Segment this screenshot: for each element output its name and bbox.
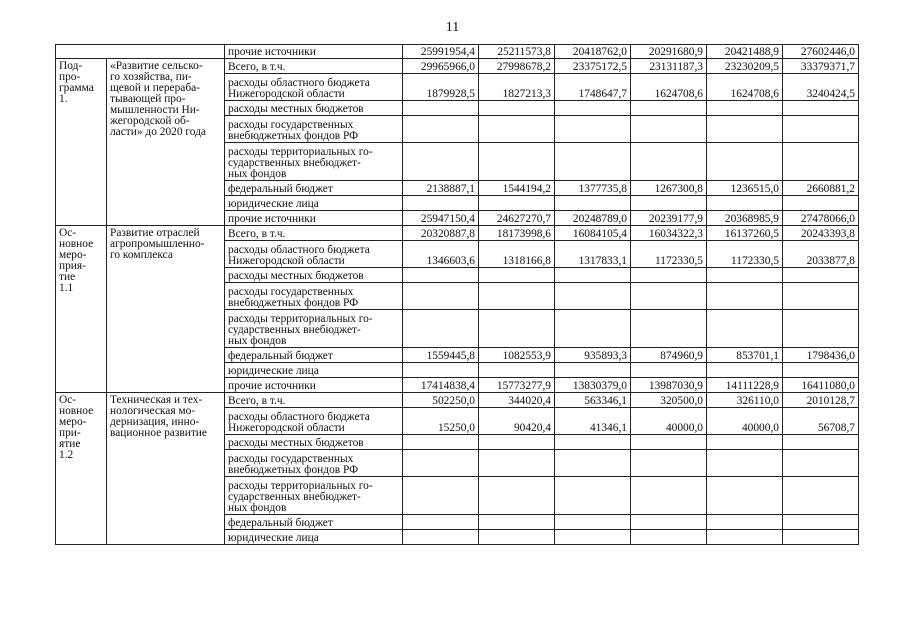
value-cell: 320500,0: [631, 393, 707, 408]
value-cell: 1827213,3: [479, 74, 555, 101]
value-cell: 25991954,4: [403, 45, 479, 59]
value-cell: [631, 196, 707, 211]
value-cell: 1624708,6: [707, 74, 783, 101]
value-cell: 1748647,7: [555, 74, 631, 101]
source-cell: Всего, в т.ч.: [225, 59, 403, 74]
value-cell: [631, 477, 707, 515]
source-cell: федеральный бюджет: [225, 181, 403, 196]
source-cell: юридические лица: [225, 530, 403, 545]
value-cell: [707, 143, 783, 181]
program-cell: Ос- новное меро- прия- тие 1.1: [56, 226, 107, 393]
value-cell: [403, 530, 479, 545]
value-cell: [479, 450, 555, 477]
value-cell: 1172330,5: [707, 241, 783, 268]
value-cell: 25947150,4: [403, 211, 479, 226]
budget-table: [55, 44, 859, 545]
value-cell: 20239177,9: [631, 211, 707, 226]
value-cell: [783, 363, 859, 378]
value-cell: 13987030,9: [631, 378, 707, 393]
value-cell: 344020,4: [479, 393, 555, 408]
value-cell: 2010128,7: [783, 393, 859, 408]
program-name-cell: «Развитие сельско- го хозяйства, пи- щевой и перераба- тывающей про- мышленности Ни- жегородской об- ласти» до 2020 года: [107, 59, 225, 226]
value-cell: [707, 196, 783, 211]
program-cell: Под- про- грамма 1.: [56, 59, 107, 226]
value-cell: 20421488,9: [707, 45, 783, 59]
value-cell: [403, 116, 479, 143]
empty-cell: [56, 45, 225, 59]
value-cell: 13830379,0: [555, 378, 631, 393]
value-cell: [631, 116, 707, 143]
source-cell: Всего, в т.ч.: [225, 226, 403, 241]
value-cell: [555, 435, 631, 450]
value-cell: 15773277,9: [479, 378, 555, 393]
value-cell: 56708,7: [783, 408, 859, 435]
value-cell: [707, 477, 783, 515]
value-cell: 2660881,2: [783, 181, 859, 196]
value-cell: [707, 310, 783, 348]
value-cell: [403, 477, 479, 515]
source-cell: расходы местных бюджетов: [225, 101, 403, 116]
program-name-cell: Развитие отраслей агропромышленно- го комплекса: [107, 226, 225, 393]
value-cell: [555, 310, 631, 348]
value-cell: [783, 268, 859, 283]
source-cell: расходы территориальных го- сударственных внебюджет- ных фондов: [225, 310, 403, 348]
value-cell: [707, 101, 783, 116]
value-cell: 853701,1: [707, 348, 783, 363]
value-cell: [479, 116, 555, 143]
table-row: [56, 59, 859, 74]
value-cell: 17414838,4: [403, 378, 479, 393]
value-cell: [707, 435, 783, 450]
value-cell: 1317833,1: [555, 241, 631, 268]
value-cell: [783, 143, 859, 181]
value-cell: [631, 283, 707, 310]
value-cell: 1798436,0: [783, 348, 859, 363]
value-cell: [631, 515, 707, 530]
value-cell: 90420,4: [479, 408, 555, 435]
source-cell: расходы областного бюджета Нижегородской области: [225, 241, 403, 268]
table-row: [56, 393, 859, 408]
value-cell: 24627270,7: [479, 211, 555, 226]
value-cell: [707, 515, 783, 530]
table-row: [56, 45, 859, 59]
value-cell: [783, 530, 859, 545]
value-cell: [479, 310, 555, 348]
source-cell: расходы областного бюджета Нижегородской области: [225, 408, 403, 435]
value-cell: [479, 363, 555, 378]
source-cell: расходы территориальных го- сударственных внебюджет- ных фондов: [225, 143, 403, 181]
page-number: 11: [445, 20, 460, 35]
value-cell: 23375172,5: [555, 59, 631, 74]
value-cell: 16034322,3: [631, 226, 707, 241]
value-cell: 41346,1: [555, 408, 631, 435]
source-cell: юридические лица: [225, 196, 403, 211]
value-cell: 40000,0: [631, 408, 707, 435]
value-cell: [783, 101, 859, 116]
value-cell: [403, 196, 479, 211]
value-cell: 15250,0: [403, 408, 479, 435]
value-cell: [403, 450, 479, 477]
value-cell: [707, 363, 783, 378]
value-cell: [555, 268, 631, 283]
value-cell: [403, 515, 479, 530]
value-cell: [783, 515, 859, 530]
value-cell: [479, 101, 555, 116]
value-cell: 40000,0: [707, 408, 783, 435]
source-cell: расходы областного бюджета Нижегородской области: [225, 74, 403, 101]
value-cell: 1346603,6: [403, 241, 479, 268]
value-cell: [555, 363, 631, 378]
value-cell: [631, 143, 707, 181]
value-cell: [631, 435, 707, 450]
value-cell: 563346,1: [555, 393, 631, 408]
value-cell: 1377735,8: [555, 181, 631, 196]
source-cell: расходы территориальных го- сударственных внебюджет- ных фондов: [225, 477, 403, 515]
value-cell: 2033877,8: [783, 241, 859, 268]
value-cell: [555, 515, 631, 530]
value-cell: [631, 268, 707, 283]
value-cell: [479, 268, 555, 283]
value-cell: 1267300,8: [631, 181, 707, 196]
value-cell: [707, 283, 783, 310]
value-cell: [707, 530, 783, 545]
table-row: [56, 226, 859, 241]
value-cell: 16137260,5: [707, 226, 783, 241]
budget-table-body: [56, 45, 859, 545]
value-cell: [631, 363, 707, 378]
value-cell: [783, 283, 859, 310]
source-cell: прочие источники: [225, 378, 403, 393]
value-cell: [479, 435, 555, 450]
source-cell: расходы местных бюджетов: [225, 435, 403, 450]
value-cell: [403, 268, 479, 283]
value-cell: 1624708,6: [631, 74, 707, 101]
value-cell: [403, 283, 479, 310]
value-cell: [783, 116, 859, 143]
value-cell: [479, 283, 555, 310]
value-cell: [555, 143, 631, 181]
source-cell: расходы местных бюджетов: [225, 268, 403, 283]
value-cell: [631, 450, 707, 477]
value-cell: [479, 196, 555, 211]
value-cell: 502250,0: [403, 393, 479, 408]
value-cell: [403, 363, 479, 378]
value-cell: 16084105,4: [555, 226, 631, 241]
value-cell: [555, 283, 631, 310]
value-cell: [403, 101, 479, 116]
value-cell: [783, 477, 859, 515]
value-cell: 3240424,5: [783, 74, 859, 101]
value-cell: 27998678,2: [479, 59, 555, 74]
value-cell: 2138887,1: [403, 181, 479, 196]
value-cell: [631, 530, 707, 545]
value-cell: [479, 530, 555, 545]
value-cell: [707, 268, 783, 283]
value-cell: [479, 477, 555, 515]
value-cell: [403, 143, 479, 181]
value-cell: 1172330,5: [631, 241, 707, 268]
source-cell: расходы государственных внебюджетных фондов РФ: [225, 450, 403, 477]
value-cell: 1318166,8: [479, 241, 555, 268]
value-cell: [479, 143, 555, 181]
source-cell: прочие источники: [225, 45, 403, 59]
source-cell: федеральный бюджет: [225, 348, 403, 363]
source-cell: расходы государственных внебюджетных фондов РФ: [225, 283, 403, 310]
source-cell: Всего, в т.ч.: [225, 393, 403, 408]
value-cell: [403, 435, 479, 450]
value-cell: 874960,9: [631, 348, 707, 363]
value-cell: 1879928,5: [403, 74, 479, 101]
value-cell: [555, 450, 631, 477]
value-cell: 935893,3: [555, 348, 631, 363]
value-cell: [403, 310, 479, 348]
value-cell: [783, 450, 859, 477]
value-cell: 20418762,0: [555, 45, 631, 59]
value-cell: 1544194,2: [479, 181, 555, 196]
value-cell: [555, 101, 631, 116]
value-cell: 20248789,0: [555, 211, 631, 226]
value-cell: 27602446,0: [783, 45, 859, 59]
value-cell: 27478066,0: [783, 211, 859, 226]
value-cell: [479, 515, 555, 530]
value-cell: 33379371,7: [783, 59, 859, 74]
program-name-cell: Техническая и тех- нологическая мо- дернизация, инно- вационное развитие: [107, 393, 225, 545]
source-cell: прочие источники: [225, 211, 403, 226]
value-cell: 16411080,0: [783, 378, 859, 393]
value-cell: 14111228,9: [707, 378, 783, 393]
value-cell: 20368985,9: [707, 211, 783, 226]
value-cell: 20291680,9: [631, 45, 707, 59]
value-cell: 326110,0: [707, 393, 783, 408]
value-cell: [707, 450, 783, 477]
value-cell: [555, 530, 631, 545]
value-cell: [555, 477, 631, 515]
value-cell: 20243393,8: [783, 226, 859, 241]
value-cell: [631, 101, 707, 116]
source-cell: юридические лица: [225, 363, 403, 378]
value-cell: 1082553,9: [479, 348, 555, 363]
value-cell: [555, 116, 631, 143]
value-cell: 23230209,5: [707, 59, 783, 74]
value-cell: 29965966,0: [403, 59, 479, 74]
value-cell: [707, 116, 783, 143]
value-cell: 1559445,8: [403, 348, 479, 363]
value-cell: [555, 196, 631, 211]
value-cell: 25211573,8: [479, 45, 555, 59]
value-cell: [783, 310, 859, 348]
source-cell: расходы государственных внебюджетных фондов РФ: [225, 116, 403, 143]
source-cell: федеральный бюджет: [225, 515, 403, 530]
value-cell: [783, 196, 859, 211]
value-cell: 20320887,8: [403, 226, 479, 241]
value-cell: [631, 310, 707, 348]
program-cell: Ос- новное меро- при- ятие 1.2: [56, 393, 107, 545]
value-cell: 18173998,6: [479, 226, 555, 241]
value-cell: 1236515,0: [707, 181, 783, 196]
value-cell: [783, 435, 859, 450]
value-cell: 23131187,3: [631, 59, 707, 74]
